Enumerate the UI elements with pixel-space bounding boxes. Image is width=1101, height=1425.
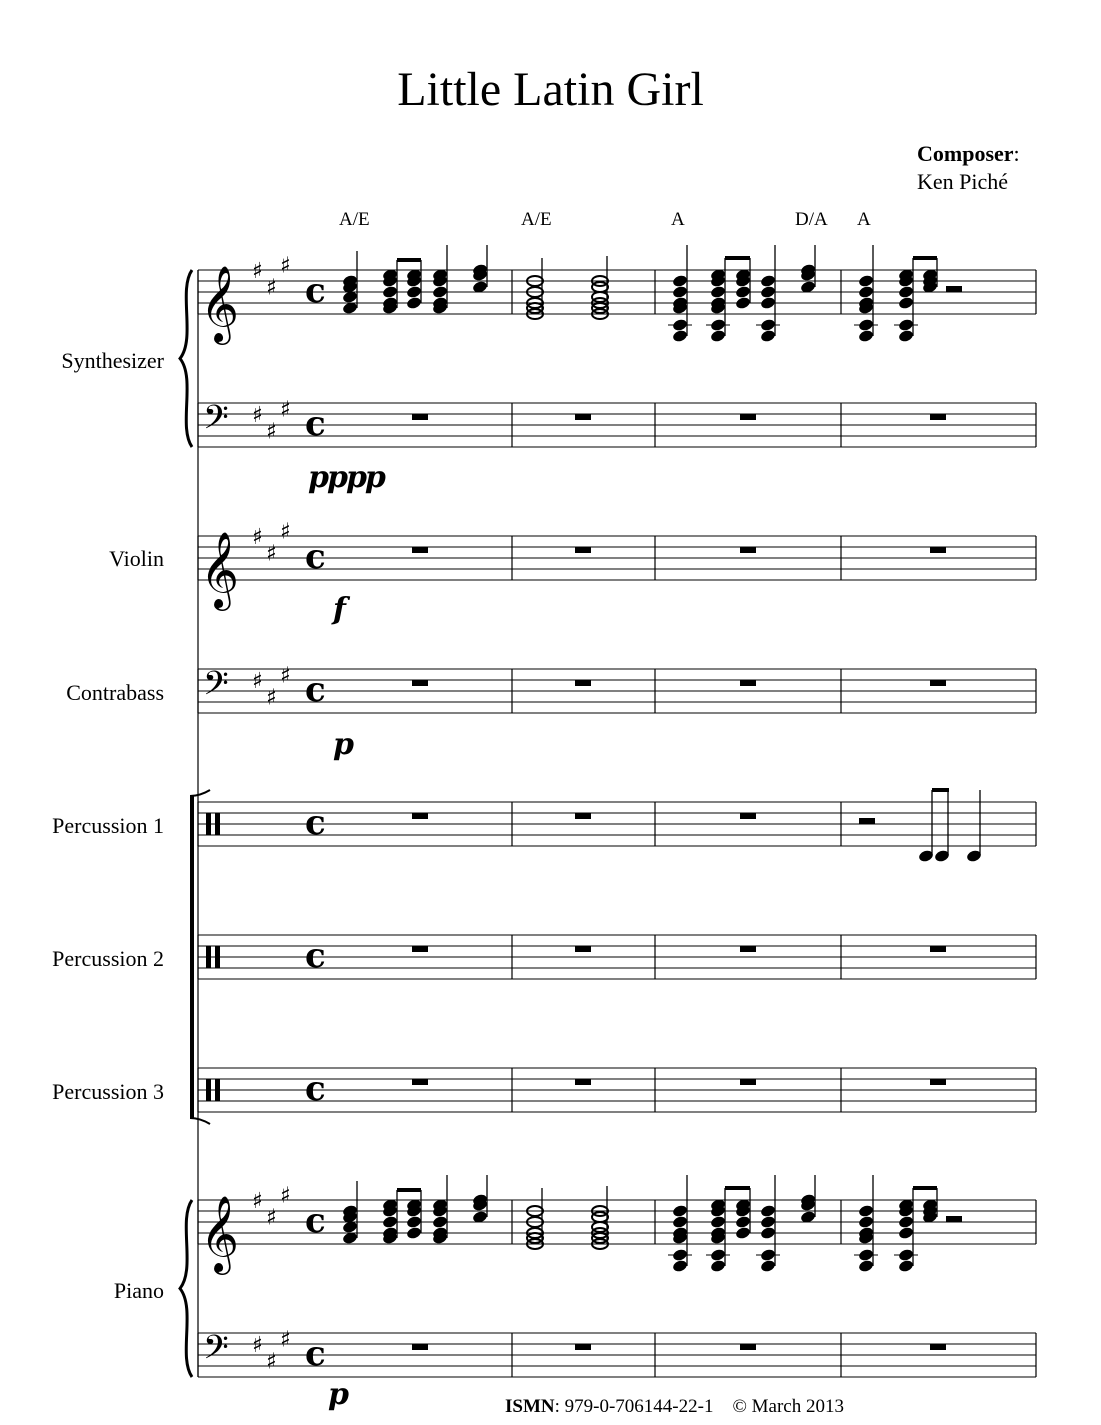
note-head (672, 1215, 689, 1229)
common-time-icon: c (305, 670, 326, 710)
note-head (672, 1259, 689, 1273)
beam (725, 256, 750, 260)
instrument-name-synthesizer: Synthesizer (61, 348, 164, 373)
chord-symbol: A (857, 209, 871, 230)
whole-rest-icon (930, 1344, 946, 1350)
sharp-icon: ♯ (266, 275, 277, 301)
treble-clef-icon: 𝄞 (200, 531, 240, 608)
common-time-icon: c (305, 271, 326, 311)
bass-clef-icon: 𝄢 (203, 665, 229, 711)
percussion-clef-icon (206, 813, 211, 835)
sharp-icon: ♯ (266, 419, 277, 445)
instrument-name-violin: Violin (109, 546, 164, 571)
note-head (672, 1204, 689, 1218)
note-head (432, 1215, 449, 1229)
note-head (898, 285, 915, 299)
percussion-clef-icon (206, 1079, 211, 1101)
note-head (858, 1259, 875, 1273)
note-head (710, 1259, 727, 1273)
note-head (858, 329, 875, 343)
note-head (382, 1215, 399, 1229)
treble-clef-icon: 𝄞 (200, 1195, 240, 1272)
sharp-icon: ♯ (280, 397, 291, 423)
whole-rest-icon (412, 680, 428, 686)
dynamic-marking: p (333, 727, 352, 762)
note-head (898, 1259, 915, 1273)
sharp-icon: ♯ (252, 403, 263, 428)
instrument-name-piano: Piano (113, 1278, 164, 1303)
whole-rest-icon (740, 547, 756, 553)
note-head (735, 285, 752, 299)
note-head (760, 1226, 777, 1240)
whole-rest-icon (575, 946, 591, 952)
dynamic-marking: f (333, 592, 344, 627)
composer-credit: Composer: Ken Piché (917, 141, 1020, 194)
beam (397, 258, 421, 262)
note-head (672, 285, 689, 299)
whole-rest-icon (740, 1344, 756, 1350)
whole-rest-icon (575, 547, 591, 553)
note-head (432, 285, 449, 299)
chord-symbol: D/A (795, 209, 828, 230)
note-head (735, 1215, 752, 1229)
note-head (406, 296, 423, 310)
note-head (760, 1259, 777, 1273)
whole-rest-icon (740, 680, 756, 686)
note-head (735, 296, 752, 310)
whole-rest-icon (575, 680, 591, 686)
beam (913, 256, 937, 260)
sharp-icon: ♯ (280, 253, 291, 279)
composer-label: Composer (917, 141, 1014, 166)
whole-rest-icon (575, 1344, 591, 1350)
whole-rest-icon (412, 547, 428, 553)
percussion-clef-icon (206, 946, 211, 968)
sharp-icon: ♯ (252, 669, 263, 694)
chord-symbol: A/E (339, 209, 370, 230)
sharp-icon: ♯ (266, 541, 277, 567)
percussion-clef-icon (215, 946, 220, 968)
note-head (858, 285, 875, 299)
instrument-name-percussion-3: Percussion 3 (52, 1079, 164, 1104)
percussion-clef-icon (215, 1079, 220, 1101)
note-head (406, 1215, 423, 1229)
common-time-icon: c (305, 404, 326, 444)
note-head (898, 329, 915, 343)
whole-rest-icon (412, 414, 428, 420)
note-head (760, 296, 777, 310)
sharp-icon: ♯ (280, 1327, 291, 1353)
beam (725, 1186, 750, 1190)
note-head (760, 285, 777, 299)
whole-rest-icon (930, 946, 946, 952)
page-title: Little Latin Girl (397, 63, 704, 116)
note-head (858, 274, 875, 288)
whole-rest-icon (412, 813, 428, 819)
common-time-icon: c (305, 1334, 326, 1374)
percussion-clef-icon (215, 813, 220, 835)
percussion-bracket (190, 1118, 210, 1124)
whole-rest-icon (412, 1079, 428, 1085)
note-head (406, 285, 423, 299)
common-time-icon: c (305, 537, 326, 577)
sharp-icon: ♯ (266, 1349, 277, 1375)
whole-rest-icon (740, 946, 756, 952)
note-head (710, 329, 727, 343)
instrument-name-percussion-1: Percussion 1 (52, 813, 164, 838)
sharp-icon: ♯ (266, 1205, 277, 1231)
common-time-icon: c (305, 1069, 326, 1109)
copyright: © March 2013 (732, 1396, 844, 1417)
treble-clef-icon: 𝄞 (200, 265, 240, 342)
brace-icon (180, 270, 192, 447)
instrument-name-contrabass: Contrabass (66, 680, 164, 705)
half-rest-icon (946, 286, 962, 292)
note-head (760, 1204, 777, 1218)
sharp-icon: ♯ (252, 259, 263, 284)
beam (397, 1188, 421, 1192)
bass-clef-icon: 𝄢 (203, 1329, 229, 1375)
note-head (898, 1226, 915, 1240)
sharp-icon: ♯ (280, 519, 291, 545)
whole-rest-icon (930, 547, 946, 553)
whole-rest-icon (930, 1079, 946, 1085)
sharp-icon: ♯ (280, 663, 291, 689)
whole-rest-icon (930, 680, 946, 686)
ismn-label: ISMN (505, 1396, 555, 1417)
common-time-icon: c (305, 803, 326, 843)
whole-rest-icon (740, 414, 756, 420)
chord-symbol: A (671, 209, 685, 230)
note-head (858, 1215, 875, 1229)
dynamic-marking: p (328, 1377, 347, 1412)
whole-rest-icon (412, 946, 428, 952)
note-head (710, 1215, 727, 1229)
whole-rest-icon (740, 813, 756, 819)
note-head (760, 329, 777, 343)
whole-rest-icon (740, 1079, 756, 1085)
dynamic-marking: pppp (308, 460, 384, 495)
sharp-icon: ♯ (266, 685, 277, 711)
chord-symbol: A/E (521, 209, 552, 230)
brace-icon (180, 1200, 192, 1377)
percussion-bracket (190, 790, 210, 796)
sharp-icon: ♯ (252, 1189, 263, 1214)
note-head (382, 285, 399, 299)
note-head (760, 274, 777, 288)
half-rest-icon (859, 818, 875, 824)
beam (913, 1186, 937, 1190)
composer-name: Ken Piché (917, 169, 1009, 194)
whole-rest-icon (412, 1344, 428, 1350)
half-rest-icon (946, 1216, 962, 1222)
note-head (735, 1226, 752, 1240)
note-head (710, 285, 727, 299)
note-head (760, 1215, 777, 1229)
note-head (672, 274, 689, 288)
percussion-bracket (190, 796, 194, 1118)
note-head (898, 1215, 915, 1229)
note-head (898, 296, 915, 310)
ismn-number: : 979-0-706144-22-1 (554, 1396, 714, 1417)
common-time-icon: c (305, 936, 326, 976)
beam (932, 788, 949, 792)
whole-rest-icon (575, 1079, 591, 1085)
note-head (858, 1204, 875, 1218)
sharp-icon: ♯ (252, 1333, 263, 1358)
sharp-icon: ♯ (280, 1183, 291, 1209)
whole-rest-icon (575, 813, 591, 819)
common-time-icon: c (305, 1201, 326, 1241)
note-head (406, 1226, 423, 1240)
whole-rest-icon (575, 414, 591, 420)
instrument-name-percussion-2: Percussion 2 (52, 946, 164, 971)
bass-clef-icon: 𝄢 (203, 399, 229, 445)
note-head (672, 329, 689, 343)
whole-rest-icon (930, 414, 946, 420)
sharp-icon: ♯ (252, 525, 263, 550)
